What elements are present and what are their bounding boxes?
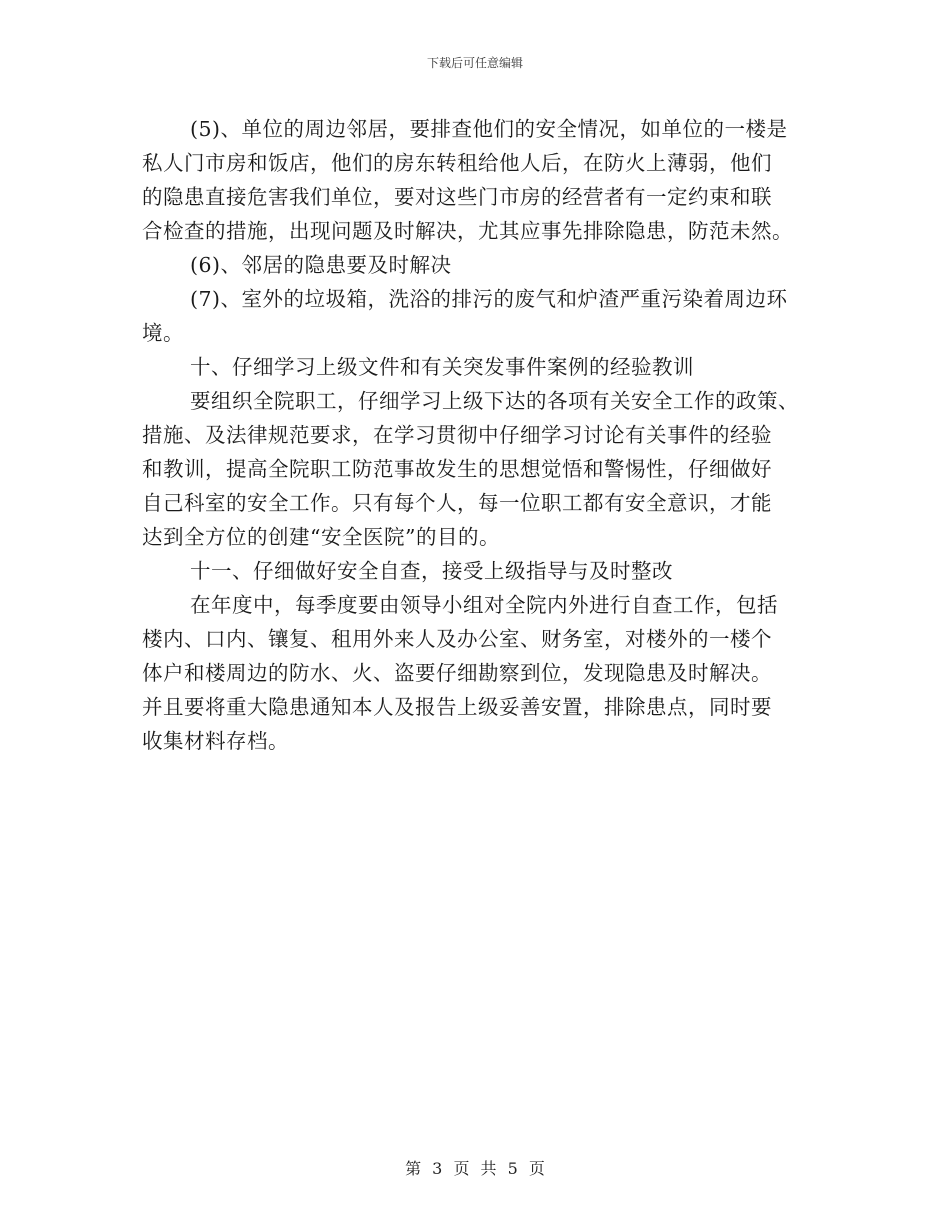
body-line: 境。 (142, 321, 184, 345)
body-line: (5)、单位的周边邻居，要排查他们的安全情况，如单位的一楼是 (190, 117, 788, 141)
body-line: 私人门市房和饭店，他们的房东转租给他人后，在防火上薄弱，他们 (142, 151, 772, 175)
page-header-note: 下载后可任意编辑 (426, 56, 523, 70)
body-line: 合检查的措施，出现问题及时解决，尤其应事先排除隐患，防范未然。 (142, 219, 793, 243)
body-line: 自己科室的安全工作。只有每个人，每一位职工都有安全意识，才能 (142, 491, 772, 515)
body-line: (7)、室外的垃圾箱，洗浴的排污的废气和炉渣严重污染着周边环 (190, 287, 788, 311)
body-line: 的隐患直接危害我们单位，要对这些门市房的经营者有一定约束和联 (142, 185, 772, 209)
body-line: 在年度中，每季度要由领导小组对全院内外进行自查工作，包括 (190, 593, 778, 617)
body-line: 和教训，提高全院职工防范事故发生的思想觉悟和警惕性，仔细做好 (142, 457, 772, 481)
body-line: (6)、邻居的隐患要及时解决 (190, 253, 452, 277)
body-line: 要组织全院职工，仔细学习上级下达的各项有关安全工作的政策、 (190, 389, 799, 413)
body-line: 达到全方位的创建“安全医院”的目的。 (142, 525, 500, 549)
body-line: 收集材料存档。 (142, 729, 289, 753)
section-heading: 十、仔细学习上级文件和有关突发事件案例的经验教训 (190, 355, 694, 379)
section-heading: 十一、仔细做好安全自查，接受上级指导与及时整改 (190, 559, 673, 583)
page-number: 第 3 页 共 5 页 (405, 1159, 545, 1178)
body-line: 措施、及法律规范要求，在学习贯彻中仔细学习讨论有关事件的经验 (142, 423, 772, 447)
body-line: 并且要将重大隐患通知本人及报告上级妥善安置，排除患点，同时要 (142, 695, 772, 719)
body-line: 体户和楼周边的防水、火、盗要仔细勘察到位，发现隐患及时解决。 (142, 661, 772, 685)
body-line: 楼内、口内、镶复、租用外来人及办公室、财务室，对楼外的一楼个 (142, 627, 772, 651)
document-body (142, 112, 812, 758)
